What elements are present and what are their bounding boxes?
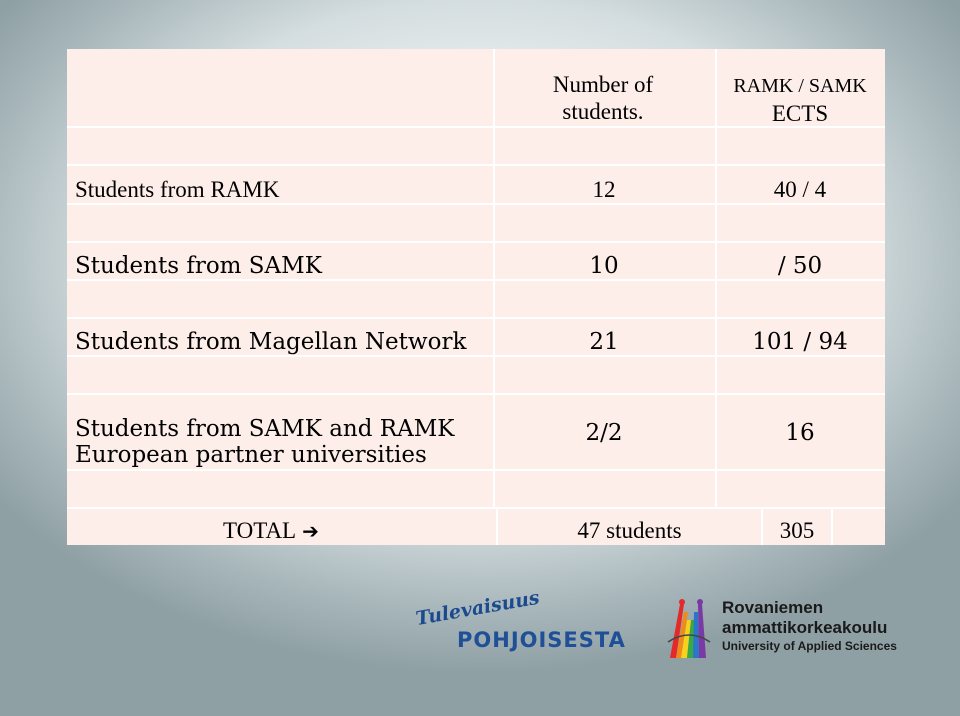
- total-label-text: TOTAL: [223, 518, 297, 543]
- grid-line: [67, 507, 885, 509]
- header-student-count-line1: Number of: [552, 72, 654, 97]
- grid-line: [67, 279, 885, 281]
- grid-line: [67, 164, 885, 166]
- row-label: Students from Magellan Network: [75, 329, 467, 355]
- row-count: 21: [589, 329, 619, 355]
- row-count: 12: [592, 177, 616, 202]
- logo-pohjoisesta-text: POHJOISESTA: [457, 628, 626, 652]
- arrow-right-icon: ➔: [302, 519, 319, 543]
- grid-line: [67, 393, 885, 395]
- header-ects: [717, 73, 883, 127]
- row-label: [75, 416, 454, 468]
- ramk-logo-icon: [666, 598, 712, 660]
- row-count: 10: [589, 253, 619, 279]
- total-label: [223, 518, 319, 544]
- grid-line: [67, 355, 885, 357]
- header-ects-line1: RAMK / SAMK: [733, 75, 867, 97]
- grid-line: [67, 317, 885, 319]
- row-ects: 101 / 94: [752, 329, 848, 355]
- row-label: Students from RAMK: [75, 177, 280, 202]
- row-ects: 40 / 4: [773, 177, 827, 202]
- row-label: Students from SAMK: [75, 253, 322, 279]
- logo-tulevaisuus-text: Tulevaisuus: [414, 586, 542, 630]
- ramk-name-line3: University of Applied Sciences: [722, 639, 897, 653]
- header-student-count-line2: students.: [562, 99, 644, 124]
- total-count: 47 students: [577, 518, 682, 543]
- row-ects: 16: [785, 420, 815, 446]
- grid-line: [67, 469, 885, 471]
- ects-table: [67, 49, 885, 545]
- total-ects: 305: [779, 518, 815, 543]
- row-label-line1: Students from SAMK and RAMK: [75, 416, 455, 442]
- ramk-name-line2: ammattikorkeakoulu: [722, 618, 888, 637]
- logo-strip: [0, 586, 960, 680]
- header-ects-line2: ECTS: [771, 101, 829, 126]
- grid-line: [67, 203, 885, 205]
- header-student-count: [513, 71, 693, 125]
- ramk-logo-text: [722, 598, 897, 654]
- row-label-line2: European partner universities: [75, 442, 427, 468]
- grid-line: [831, 507, 833, 545]
- ramk-name-line1: Rovaniemen: [722, 598, 824, 617]
- row-ects: / 50: [777, 253, 823, 279]
- grid-line: [67, 241, 885, 243]
- row-count: 2/2: [585, 420, 623, 446]
